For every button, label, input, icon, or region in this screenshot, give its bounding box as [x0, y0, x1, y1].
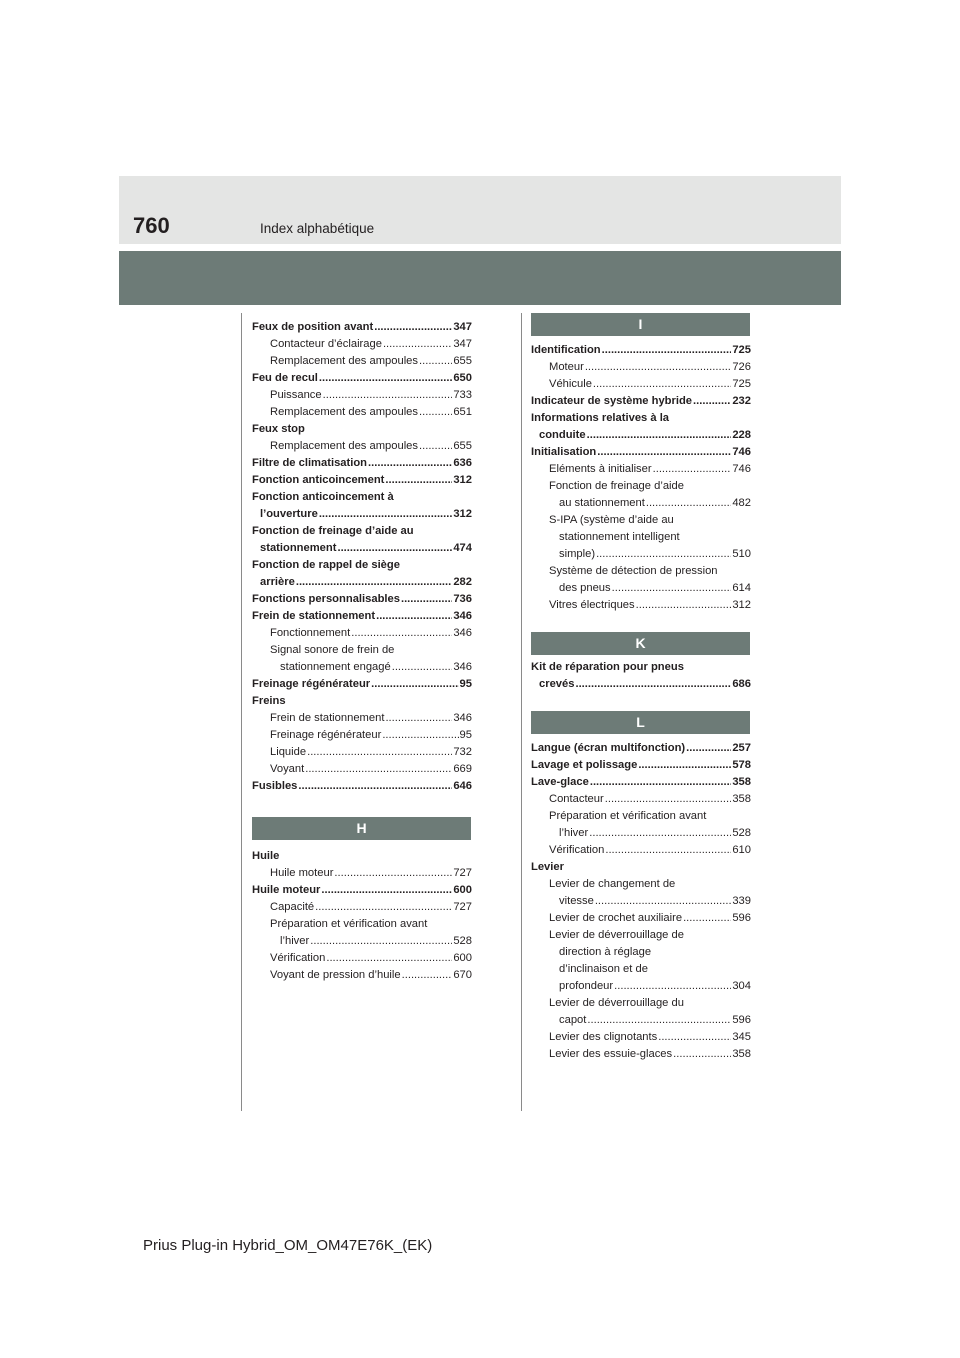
- dot-leader: [376, 608, 452, 625]
- index-subentry: [252, 438, 472, 455]
- page-reference: 358: [732, 1048, 751, 1060]
- index-subentry: [531, 910, 751, 927]
- index-subentry: [252, 353, 472, 370]
- entry-text: Freinage régénérateur: [270, 729, 382, 741]
- page-reference: 600: [453, 884, 472, 896]
- index-entry: [252, 540, 472, 557]
- page-reference: 347: [453, 338, 472, 350]
- entry-text: Remplacement des ampoules: [270, 440, 418, 452]
- index-subentry: [252, 727, 472, 744]
- entry-text: l’ouverture: [260, 508, 318, 520]
- entry-text: Frein de stationnement: [252, 610, 376, 622]
- column-divider-middle: [521, 313, 522, 1111]
- index-subentry: [252, 761, 472, 778]
- page-reference: 736: [453, 593, 472, 605]
- entry-text: Préparation et vérification avant: [270, 918, 428, 930]
- section-letter-header: I: [531, 313, 750, 336]
- page-reference: 358: [732, 776, 751, 788]
- dot-leader: [326, 950, 452, 967]
- index-entry: [531, 342, 751, 359]
- dot-leader: [585, 359, 732, 376]
- header-band: [119, 251, 841, 305]
- index-entry: [252, 506, 472, 523]
- dot-leader: [296, 574, 452, 591]
- page-reference: 510: [732, 548, 751, 560]
- index-entry: [531, 659, 751, 676]
- entry-text: Freins: [252, 695, 286, 707]
- dot-leader: [402, 967, 453, 984]
- entry-text: stationnement: [260, 542, 337, 554]
- dot-leader: [614, 978, 731, 995]
- entry-text: Huile moteur: [252, 884, 321, 896]
- index-subentry: [252, 744, 472, 761]
- page-reference: 358: [732, 793, 751, 805]
- page-reference: 346: [453, 661, 472, 673]
- dot-leader: [653, 461, 732, 478]
- dot-leader: [419, 438, 452, 455]
- dot-leader: [638, 757, 731, 774]
- page-reference: 600: [453, 952, 472, 964]
- entry-text: Levier des essuie-glaces: [549, 1048, 673, 1060]
- page-reference: 339: [732, 895, 751, 907]
- dot-leader: [587, 427, 732, 444]
- dot-leader: [323, 387, 453, 404]
- entry-text: Levier: [531, 861, 564, 873]
- index-subentry: [252, 916, 472, 933]
- dot-leader: [310, 933, 452, 950]
- entry-text: capot: [559, 1014, 587, 1026]
- entry-text: Voyant de pression d’huile: [270, 969, 401, 981]
- dot-leader: [589, 825, 731, 842]
- index-subentry: [531, 808, 751, 825]
- spacer: [531, 614, 751, 632]
- index-subentry: [252, 865, 472, 882]
- section-letter-header: H: [252, 817, 471, 840]
- entry-text: Levier de déverrouillage du: [549, 997, 684, 1009]
- entry-text: Fonctionnement: [270, 627, 351, 639]
- dot-leader: [673, 1046, 731, 1063]
- entry-text: arrière: [260, 576, 295, 588]
- dot-leader: [392, 659, 453, 676]
- entry-text: d’inclinaison et de: [559, 963, 648, 975]
- entry-text: Informations relatives à la: [531, 412, 670, 424]
- entry-text: Indicateur de système hybride: [531, 395, 693, 407]
- page-reference: 312: [453, 508, 472, 520]
- dot-leader: [686, 740, 731, 757]
- dot-leader: [401, 591, 452, 608]
- page-reference: 655: [453, 440, 472, 452]
- index-subentry: [531, 927, 751, 944]
- index-subentry: [531, 825, 751, 842]
- index-entry: [252, 574, 472, 591]
- entry-text: Huile: [252, 850, 280, 862]
- page-reference: 670: [453, 969, 472, 981]
- spacer: [531, 693, 751, 711]
- page-reference: 95: [459, 678, 472, 690]
- index-subentry: [531, 359, 751, 376]
- entry-text: Vérification: [549, 844, 605, 856]
- page-reference: 482: [732, 497, 751, 509]
- entry-text: Huile moteur: [270, 867, 334, 879]
- page-reference: 312: [732, 599, 751, 611]
- page-number: 760: [133, 213, 170, 238]
- entry-text: Identification: [531, 344, 601, 356]
- page-reference: 347: [453, 321, 472, 333]
- entry-text: Préparation et vérification avant: [549, 810, 707, 822]
- dot-leader: [419, 353, 452, 370]
- page-reference: 474: [453, 542, 472, 554]
- entry-text: Fusibles: [252, 780, 298, 792]
- dot-leader: [595, 893, 732, 910]
- entry-text: Frein de stationnement: [270, 712, 385, 724]
- dot-leader: [305, 761, 452, 778]
- entry-text: Levier de changement de: [549, 878, 676, 890]
- entry-text: Kit de réparation pour pneus: [531, 661, 684, 673]
- dot-leader: [612, 580, 732, 597]
- index-subentry: [531, 961, 751, 978]
- index-subentry: [252, 933, 472, 950]
- entry-text: Contacteur: [549, 793, 604, 805]
- index-subentry: [252, 625, 472, 642]
- dot-leader: [315, 899, 452, 916]
- index-subentry: [531, 944, 751, 961]
- dot-leader: [351, 625, 452, 642]
- dot-leader: [337, 540, 452, 557]
- entry-text: Moteur: [549, 361, 584, 373]
- index-entry: [252, 693, 472, 710]
- page-reference: 228: [732, 429, 751, 441]
- dot-leader: [590, 774, 731, 791]
- entry-text: Fonction de rappel de siège: [252, 559, 400, 571]
- entry-text: Vérification: [270, 952, 326, 964]
- index-subentry: [531, 876, 751, 893]
- index-subentry: [252, 387, 472, 404]
- dot-leader: [605, 842, 731, 859]
- index-entry: [531, 676, 751, 693]
- index-entry: [252, 421, 472, 438]
- entry-text: Système de détection de pression: [549, 565, 718, 577]
- entry-text: au stationnement: [559, 497, 645, 509]
- dot-leader: [602, 342, 732, 359]
- index-subentry: [531, 461, 751, 478]
- index-entry: [531, 410, 751, 427]
- page-reference: 650: [453, 372, 472, 384]
- index-entry: [531, 740, 751, 757]
- footer-document-id: Prius Plug-in Hybrid_OM_OM47E76K_(EK): [143, 1237, 433, 1254]
- dot-leader: [693, 393, 731, 410]
- page-reference: 686: [732, 678, 751, 690]
- entry-text: profondeur: [559, 980, 614, 992]
- page-reference: 746: [732, 463, 751, 475]
- entry-text: Capacité: [270, 901, 315, 913]
- page-reference: 312: [453, 474, 472, 486]
- index-subentry: [252, 336, 472, 353]
- entry-text: conduite: [539, 429, 586, 441]
- index-subentry: [531, 842, 751, 859]
- header-bar: [119, 176, 841, 244]
- page-reference: 727: [453, 901, 472, 913]
- page-reference: 346: [453, 712, 472, 724]
- entry-text: Fonction de freinage d’aide: [549, 480, 684, 492]
- index-subentry: [252, 404, 472, 421]
- page-reference: 232: [732, 395, 751, 407]
- entry-text: stationnement intelligent: [559, 531, 680, 543]
- dot-leader: [593, 376, 731, 393]
- index-entry: [252, 319, 472, 336]
- page-reference: 646: [453, 780, 472, 792]
- index-subentry: [531, 1046, 751, 1063]
- index-entry: [252, 455, 472, 472]
- page-reference: 304: [732, 980, 751, 992]
- page-reference: 257: [732, 742, 751, 754]
- entry-text: Fonctions personnalisables: [252, 593, 400, 605]
- entry-text: Contacteur d’éclairage: [270, 338, 382, 350]
- section-letter-header: L: [531, 711, 750, 734]
- entry-text: Freinage régénérateur: [252, 678, 371, 690]
- page-reference: 636: [453, 457, 472, 469]
- page-reference: 614: [732, 582, 751, 594]
- entry-text: crevés: [539, 678, 575, 690]
- entry-text: Voyant: [270, 763, 305, 775]
- entry-text: stationnement engagé: [280, 661, 391, 673]
- page-reference: 726: [732, 361, 751, 373]
- dot-leader: [383, 336, 452, 353]
- page-reference: 528: [453, 935, 472, 947]
- dot-leader: [683, 910, 731, 927]
- index-subentry: [531, 893, 751, 910]
- index-entry: [252, 557, 472, 574]
- page-reference: 282: [453, 576, 472, 588]
- page-reference: 346: [453, 627, 472, 639]
- section-letter-header: K: [531, 632, 750, 655]
- index-entry: [252, 778, 472, 795]
- dot-leader: [385, 710, 452, 727]
- index-subentry: [531, 376, 751, 393]
- page-reference: 727: [453, 867, 472, 879]
- page-reference: 95: [459, 729, 472, 741]
- dot-leader: [319, 506, 453, 523]
- entry-text: Eléments à initialiser: [549, 463, 652, 475]
- entry-text: Initialisation: [531, 446, 597, 458]
- entry-text: Signal sonore de frein de: [270, 644, 395, 656]
- index-subentry: [531, 580, 751, 597]
- index-entry: [531, 774, 751, 791]
- index-entry: [252, 370, 472, 387]
- page-reference: 669: [453, 763, 472, 775]
- dot-leader: [307, 744, 452, 761]
- entry-text: Lave-glace: [531, 776, 589, 788]
- entry-text: Remplacement des ampoules: [270, 355, 418, 367]
- dot-leader: [587, 1012, 731, 1029]
- entry-text: Véhicule: [549, 378, 592, 390]
- entry-text: Feux de position avant: [252, 321, 374, 333]
- index-subentry: [531, 512, 751, 529]
- entry-text: Langue (écran multifonction): [531, 742, 686, 754]
- page-reference: 528: [732, 827, 751, 839]
- entry-text: simple): [559, 548, 596, 560]
- page-reference: 578: [732, 759, 751, 771]
- index-subentry: [531, 597, 751, 614]
- entry-text: Fonction de freinage d’aide au: [252, 525, 414, 537]
- dot-leader: [368, 455, 452, 472]
- page-reference: 651: [453, 406, 472, 418]
- dot-leader: [334, 865, 452, 882]
- entry-text: S-IPA (système d’aide au: [549, 514, 674, 526]
- index-subentry: [252, 710, 472, 727]
- page-reference: 725: [732, 378, 751, 390]
- index-subentry: [531, 495, 751, 512]
- dot-leader: [419, 404, 452, 421]
- entry-text: Feux stop: [252, 423, 305, 435]
- entry-text: des pneus: [559, 582, 611, 594]
- entry-text: Fonction anticoincement: [252, 474, 385, 486]
- index-entry: [531, 444, 751, 461]
- entry-text: Feu de recul: [252, 372, 318, 384]
- index-subentry: [252, 642, 472, 659]
- page-reference: 732: [453, 746, 472, 758]
- page-reference: 346: [453, 610, 472, 622]
- index-entry: [252, 472, 472, 489]
- index-subentry: [531, 791, 751, 808]
- index-subentry: [531, 1012, 751, 1029]
- entry-text: Liquide: [270, 746, 307, 758]
- index-subentry: [531, 995, 751, 1012]
- entry-text: Levier de déverrouillage de: [549, 929, 684, 941]
- dot-leader: [298, 778, 452, 795]
- index-entry: [531, 393, 751, 410]
- dot-leader: [321, 882, 452, 899]
- dot-leader: [575, 676, 731, 693]
- spacer: [252, 840, 472, 848]
- index-entry: [252, 882, 472, 899]
- dot-leader: [636, 597, 732, 614]
- index-subentry: [252, 659, 472, 676]
- index-entry: [252, 489, 472, 506]
- entry-text: l’hiver: [559, 827, 589, 839]
- index-column-right: [531, 313, 751, 1063]
- entry-text: vitesse: [559, 895, 594, 907]
- index-entry: [252, 608, 472, 625]
- page-reference: 746: [732, 446, 751, 458]
- index-subentry: [531, 978, 751, 995]
- spacer: [252, 795, 472, 817]
- entry-text: Remplacement des ampoules: [270, 406, 418, 418]
- page-reference: 733: [453, 389, 472, 401]
- page-reference: 725: [732, 344, 751, 356]
- index-entry: [252, 676, 472, 693]
- dot-leader: [658, 1029, 731, 1046]
- index-subentry: [531, 563, 751, 580]
- index-subentry: [252, 950, 472, 967]
- index-subentry: [252, 967, 472, 984]
- index-subentry: [531, 529, 751, 546]
- index-subentry: [531, 1029, 751, 1046]
- dot-leader: [319, 370, 452, 387]
- index-entry: [252, 523, 472, 540]
- page-reference: 345: [732, 1031, 751, 1043]
- dot-leader: [596, 546, 731, 563]
- entry-text: Lavage et polissage: [531, 759, 638, 771]
- entry-text: direction à réglage: [559, 946, 652, 958]
- page-reference: 596: [732, 1014, 751, 1026]
- dot-leader: [605, 791, 732, 808]
- entry-text: l’hiver: [280, 935, 310, 947]
- entry-text: Vitres électriques: [549, 599, 635, 611]
- entry-text: Levier des clignotants: [549, 1031, 658, 1043]
- page-title: Index alphabétique: [260, 221, 375, 236]
- index-entry: [252, 591, 472, 608]
- entry-text: Fonction anticoincement à: [252, 491, 394, 503]
- index-entry: [531, 757, 751, 774]
- index-entry: [531, 859, 751, 876]
- entry-text: Puissance: [270, 389, 322, 401]
- index-subentry: [252, 899, 472, 916]
- column-divider-left: [241, 313, 242, 1111]
- dot-leader: [371, 676, 458, 693]
- index-entry: [531, 427, 751, 444]
- entry-text: Filtre de climatisation: [252, 457, 368, 469]
- dot-leader: [597, 444, 731, 461]
- dot-leader: [646, 495, 731, 512]
- index-subentry: [531, 546, 751, 563]
- entry-text: Levier de crochet auxiliaire: [549, 912, 683, 924]
- dot-leader: [385, 472, 452, 489]
- dot-leader: [382, 727, 458, 744]
- page-reference: 596: [732, 912, 751, 924]
- dot-leader: [374, 319, 452, 336]
- index-column-left: [252, 319, 472, 984]
- index-subentry: [531, 478, 751, 495]
- page-reference: 610: [732, 844, 751, 856]
- page-reference: 655: [453, 355, 472, 367]
- index-entry: [252, 848, 472, 865]
